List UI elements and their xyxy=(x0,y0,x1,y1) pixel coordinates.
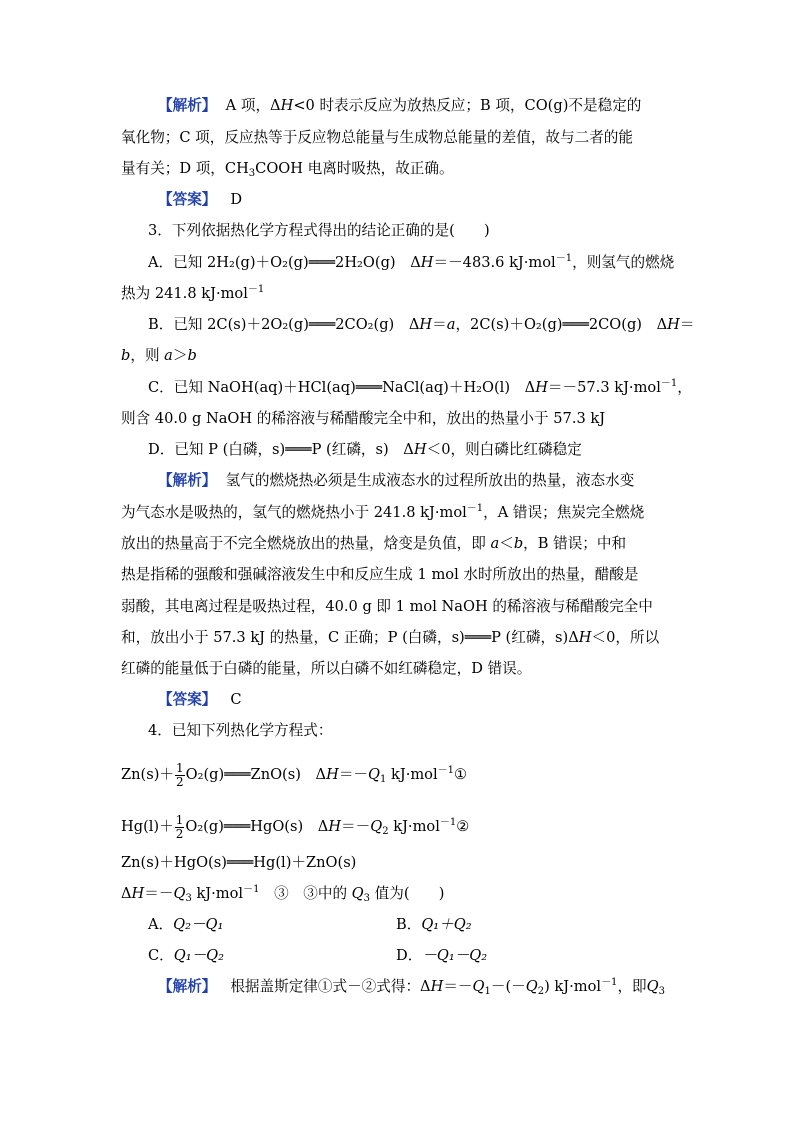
question-3-stem: 3．下列依据热化学方程式得出的结论正确的是( ) xyxy=(148,222,490,239)
q4-equation-3-enthalpy: $\Delta H=-Q_3$ kJ·mol$^{-1}$ ③ ③中的 $Q_3$ 值为( ) xyxy=(121,884,445,904)
analysis-tag: 【解析】 xyxy=(158,978,217,995)
analysis-4-line-1: 【解析】 根据盖斯定律①式－②式得：$\Delta H=-Q_1-(-Q_2)$ kJ·mol$^{-1}$，即$Q_3$ xyxy=(158,977,665,997)
q4-option-b: B．Q₁＋Q₂ xyxy=(396,916,472,933)
analysis-1-line-3: 量有关；D 项，$CH_3COOH$ 电离时吸热，故正确。 xyxy=(121,160,454,179)
analysis-tag: 【解析】 xyxy=(158,472,217,489)
q3-option-b-line-1: B．已知 2C(s)＋2O₂(g)═══2CO₂(g) ΔH＝a，2C(s)＋O₂(g)═══2CO(g) ΔH＝ xyxy=(148,316,695,333)
answer-tag: 【答案】 xyxy=(158,691,217,708)
q4-equation-2: Hg(l)＋ $\frac{1}{2}$ O₂(g)═══HgO(s) $\Delta H=-Q_2$ kJ·mol$^{-1}$② xyxy=(121,812,470,841)
q4-equation-3: Zn(s)＋HgO(s)═══Hg(l)＋ZnO(s) xyxy=(121,854,357,871)
q3-option-a-line-1: A．已知 2H₂(g)＋O₂(g)═══2H₂O(g) ΔH＝－483.6 kJ·mol$^{-1}$，则氢气的燃烧 xyxy=(148,253,675,271)
analysis-3-line-3: 放出的热量高于不完全燃烧放出的热量，焓变是负值，即 a＜b，B 错误；中和 xyxy=(121,535,627,552)
question-4-stem: 4．已知下列热化学方程式： xyxy=(148,722,333,739)
q3-option-d: D．已知 P (白磷，s)═══P (红磷，s) ΔH＜0，则白磷比红磷稳定 xyxy=(148,441,582,458)
answer-3: 【答案】 C xyxy=(158,691,242,708)
analysis-3-line-5: 弱酸，其电离过程是吸热过程，40.0 g 即 1 mol NaOH 的稀溶液与稀醋酸完全中 xyxy=(121,598,653,615)
q3-option-c-line-2: 则含 40.0 g NaOH 的稀溶液与稀醋酸完全中和，放出的热量小于 57.3 kJ xyxy=(121,410,606,427)
q3-option-a-line-2: 热为 241.8 kJ·mol$^{-1}$ xyxy=(121,284,265,302)
q4-option-a: A．Q₂－Q₁ xyxy=(148,916,224,933)
q3-option-c-line-1: C．已知 NaOH(aq)＋HCl(aq)═══NaCl(aq)＋H₂O(l) ΔH＝－57.3 kJ·mol$^{-1}$， xyxy=(148,378,692,396)
fraction-one-half: $\frac{1}{2}$ xyxy=(176,760,184,789)
q4-option-d: D．－Q₁－Q₂ xyxy=(396,947,488,964)
fraction-one-half: $\frac{1}{2}$ xyxy=(175,812,184,841)
analysis-3-line-2: 为气态水是吸热的，氢气的燃烧热小于 241.8 kJ·mol$^{-1}$，A 错误；焦炭完全燃烧 xyxy=(121,503,645,521)
answer-tag: 【答案】 xyxy=(158,191,217,208)
analysis-3-line-4: 热是指稀的强酸和强碱溶液发生中和反应生成 1 mol 水时所放出的热量，醋酸是 xyxy=(121,566,639,583)
analysis-3-line-6: 和，放出小于 57.3 kJ 的热量，C 正确；P (白磷，s)═══P (红磷，s)ΔH＜0，所以 xyxy=(121,629,660,646)
analysis-3-line-7: 红磷的能量低于白磷的能量，所以白磷不如红磷稳定，D 错误。 xyxy=(121,660,532,677)
analysis-1-line-2: 氧化物；C 项，反应热等于反应物总能量与生成物总能量的差值，故与二者的能 xyxy=(121,129,633,146)
q4-equation-1: Zn(s)＋ $\frac{1}{2}$ O₂(g)═══ZnO(s) $\Delta H=-Q_1$ kJ·mol$^{-1}$① xyxy=(121,760,468,789)
answer-2: 【答案】 D xyxy=(158,191,243,208)
analysis-3-line-1: 【解析】 氢气的燃烧热必须是生成液态水的过程所放出的热量，液态水变 xyxy=(158,472,635,489)
analysis-tag: 【解析】 xyxy=(158,97,217,114)
analysis-1-line-1: 【解析】 A 项，ΔH<0 时表示反应为放热反应；B 项，CO(g)不是稳定的 xyxy=(158,97,642,114)
q3-option-b-line-2: b，则 a＞b xyxy=(121,347,197,364)
q4-option-c: C．Q₁－Q₂ xyxy=(148,947,224,964)
